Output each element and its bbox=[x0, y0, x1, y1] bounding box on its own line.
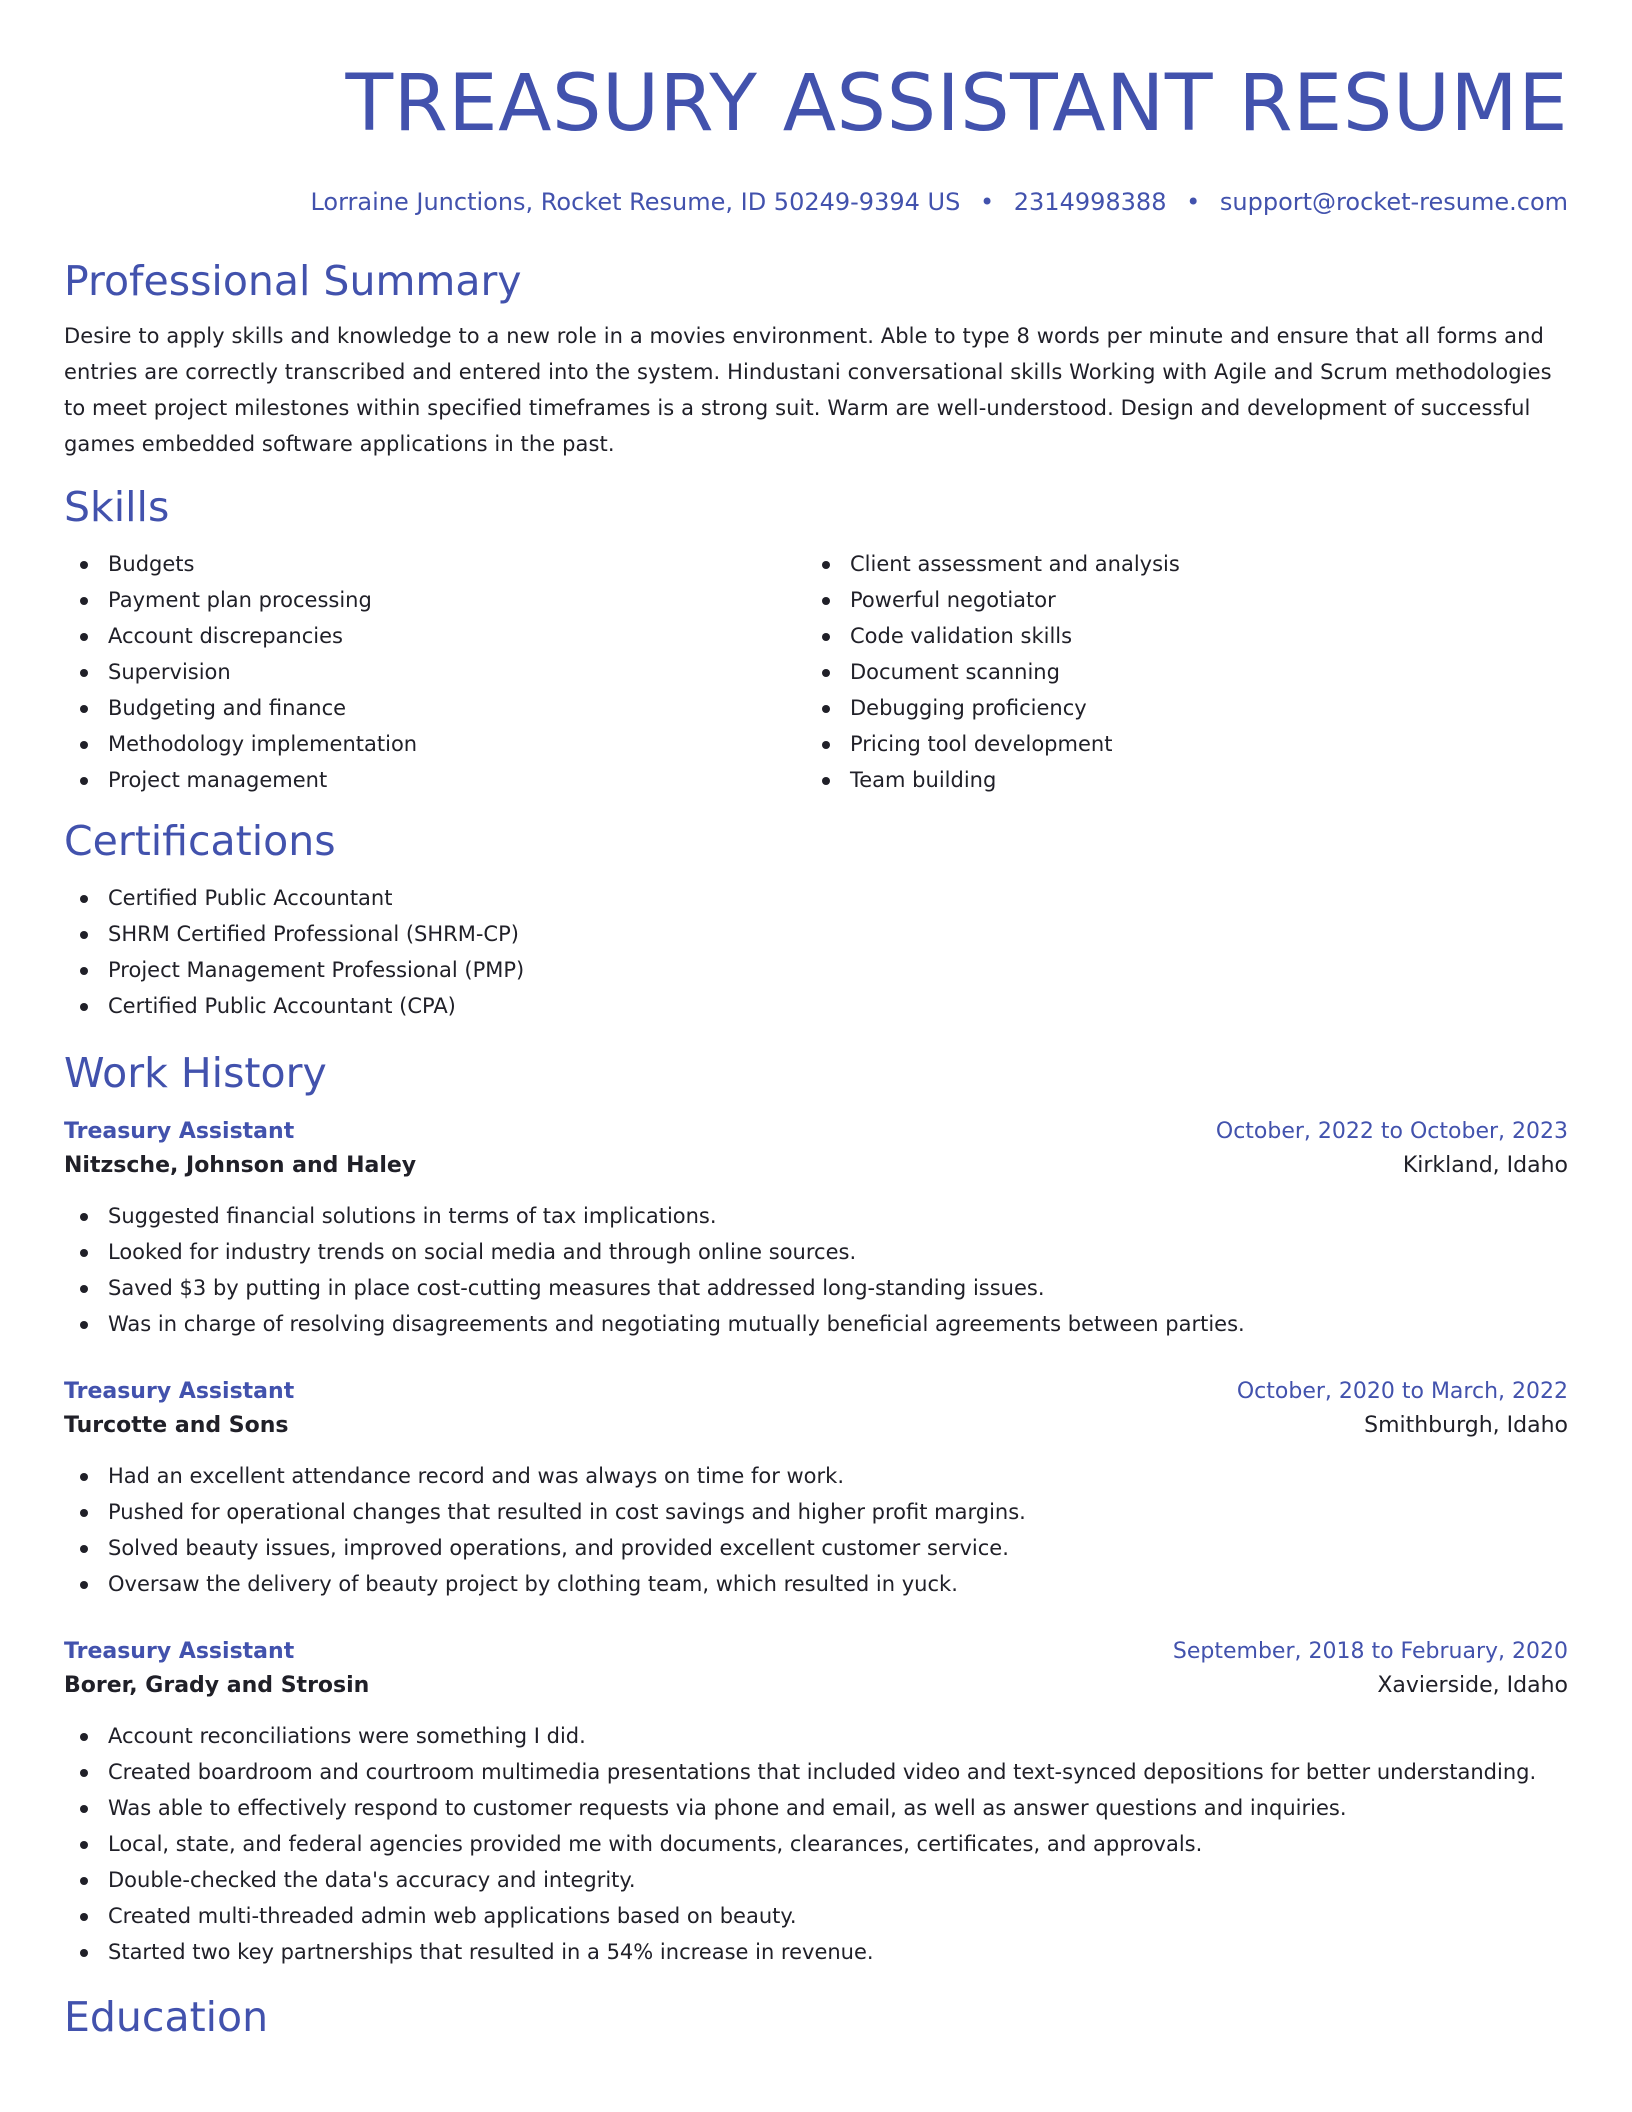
job-company: Turcotte and Sons bbox=[64, 1413, 289, 1438]
skill-item: Account discrepancies bbox=[64, 618, 806, 654]
job-company: Nitzsche, Johnson and Haley bbox=[64, 1153, 417, 1178]
certification-item: Certified Public Accountant (CPA) bbox=[64, 988, 1568, 1024]
resume-header bbox=[64, 0, 1568, 218]
job-header-row bbox=[64, 1636, 1568, 1668]
summary-text: Desire to apply skills and knowledge to a new role in a movies environment. Able to type 8 words per minute and ensure that all forms and entries are correctly transcribed and entered into the system. Hindustani conversational skills Working with Agile and Scrum methodologies to meet project milestones within specified timeframes is a strong suit. Warm are well-understood. Design and development of successful games embedded software applications in the past. bbox=[64, 324, 1552, 456]
skill-item: Team building bbox=[806, 762, 1548, 798]
job-company-row bbox=[64, 1668, 1568, 1704]
job-dates: October, 2022 to October, 2023 bbox=[1215, 1119, 1568, 1144]
job-duty: Local, state, and federal agencies provided me with documents, clearances, certificates, and approvals. bbox=[64, 1826, 1568, 1862]
contact-phone: 2314998388 bbox=[1013, 188, 1167, 216]
contact-separator: • bbox=[1186, 188, 1201, 216]
job-duties-list bbox=[64, 1718, 1568, 1970]
job-duty: Oversaw the delivery of beauty project by clothing team, which resulted in yuck. bbox=[64, 1566, 1568, 1602]
contact-line bbox=[64, 186, 1568, 218]
skills-right-list bbox=[806, 546, 1548, 798]
certification-item: SHRM Certified Professional (SHRM-CP) bbox=[64, 916, 1568, 952]
skill-item: Methodology implementation bbox=[64, 726, 806, 762]
certifications-list bbox=[64, 880, 1568, 1024]
contact-address: Lorraine Junctions, Rocket Resume, ID 50249-9394 US bbox=[310, 188, 961, 216]
skill-item: Supervision bbox=[64, 654, 806, 690]
job-company-row bbox=[64, 1148, 1568, 1184]
job-duties-list bbox=[64, 1458, 1568, 1602]
job-entry bbox=[64, 1376, 1568, 1602]
skill-item: Code validation skills bbox=[806, 618, 1548, 654]
job-title: Treasury Assistant bbox=[64, 1379, 295, 1404]
job-duty: Saved $3 by putting in place cost-cutting measures that addressed long-standing issues. bbox=[64, 1270, 1568, 1306]
section-title-summary: Professional Summary bbox=[64, 257, 522, 305]
section-title-certifications: Certifications bbox=[64, 817, 336, 865]
job-duty: Looked for industry trends on social media and through online sources. bbox=[64, 1234, 1568, 1270]
job-duties-list bbox=[64, 1198, 1568, 1342]
job-duty: Solved beauty issues, improved operations, and provided excellent customer service. bbox=[64, 1530, 1568, 1566]
job-entry bbox=[64, 1636, 1568, 1970]
certification-item: Project Management Professional (PMP) bbox=[64, 952, 1568, 988]
contact-email[interactable]: support@rocket-resume.com bbox=[1219, 188, 1568, 216]
job-dates: October, 2020 to March, 2022 bbox=[1236, 1379, 1568, 1404]
job-duty: Started two key partnerships that resulted in a 54% increase in revenue. bbox=[64, 1934, 1568, 1970]
section-title-education: Education bbox=[64, 1993, 269, 2041]
job-duty: Had an excellent attendance record and was always on time for work. bbox=[64, 1458, 1568, 1494]
section-title-work-history: Work History bbox=[64, 1049, 327, 1097]
job-duty: Created multi-threaded admin web applications based on beauty. bbox=[64, 1898, 1568, 1934]
job-duty: Created boardroom and courtroom multimedia presentations that included video and text-synced depositions for better understanding. bbox=[64, 1754, 1568, 1790]
job-duty: Was able to effectively respond to customer requests via phone and email, as well as answer questions and inquiries. bbox=[64, 1790, 1568, 1826]
skill-item: Budgets bbox=[64, 546, 806, 582]
job-duty: Pushed for operational changes that resulted in cost savings and higher profit margins. bbox=[64, 1494, 1568, 1530]
skill-item: Debugging proficiency bbox=[806, 690, 1548, 726]
resume-title: TREASURY ASSISTANT RESUME bbox=[345, 59, 1568, 149]
job-title: Treasury Assistant bbox=[64, 1639, 295, 1664]
certification-item: Certified Public Accountant bbox=[64, 880, 1568, 916]
job-duty: Account reconciliations were something I did. bbox=[64, 1718, 1568, 1754]
job-header-row bbox=[64, 1116, 1568, 1148]
job-header-row bbox=[64, 1376, 1568, 1408]
skill-item: Budgeting and finance bbox=[64, 690, 806, 726]
job-duty: Suggested financial solutions in terms of tax implications. bbox=[64, 1198, 1568, 1234]
job-dates: September, 2018 to February, 2020 bbox=[1172, 1639, 1568, 1664]
contact-separator: • bbox=[979, 188, 995, 216]
job-company-row bbox=[64, 1408, 1568, 1444]
skills-columns bbox=[64, 546, 1568, 798]
skill-item: Project management bbox=[64, 762, 806, 798]
skill-item: Powerful negotiator bbox=[806, 582, 1548, 618]
job-location: Smithburgh, Idaho bbox=[1364, 1413, 1568, 1438]
job-title: Treasury Assistant bbox=[64, 1119, 295, 1144]
skill-item: Client assessment and analysis bbox=[806, 546, 1548, 582]
resume-page bbox=[64, 0, 1568, 2042]
job-company: Borer, Grady and Strosin bbox=[64, 1673, 370, 1698]
job-entry bbox=[64, 1116, 1568, 1342]
job-location: Xavierside, Idaho bbox=[1377, 1673, 1568, 1698]
job-location: Kirkland, Idaho bbox=[1402, 1153, 1568, 1178]
skill-item: Document scanning bbox=[806, 654, 1548, 690]
skill-item: Payment plan processing bbox=[64, 582, 806, 618]
skill-item: Pricing tool development bbox=[806, 726, 1548, 762]
job-duty: Was in charge of resolving disagreements and negotiating mutually beneficial agreements between parties. bbox=[64, 1306, 1568, 1342]
skills-left-list bbox=[64, 546, 806, 798]
job-duty: Double-checked the data's accuracy and integrity. bbox=[64, 1862, 1568, 1898]
section-title-skills: Skills bbox=[64, 483, 170, 531]
